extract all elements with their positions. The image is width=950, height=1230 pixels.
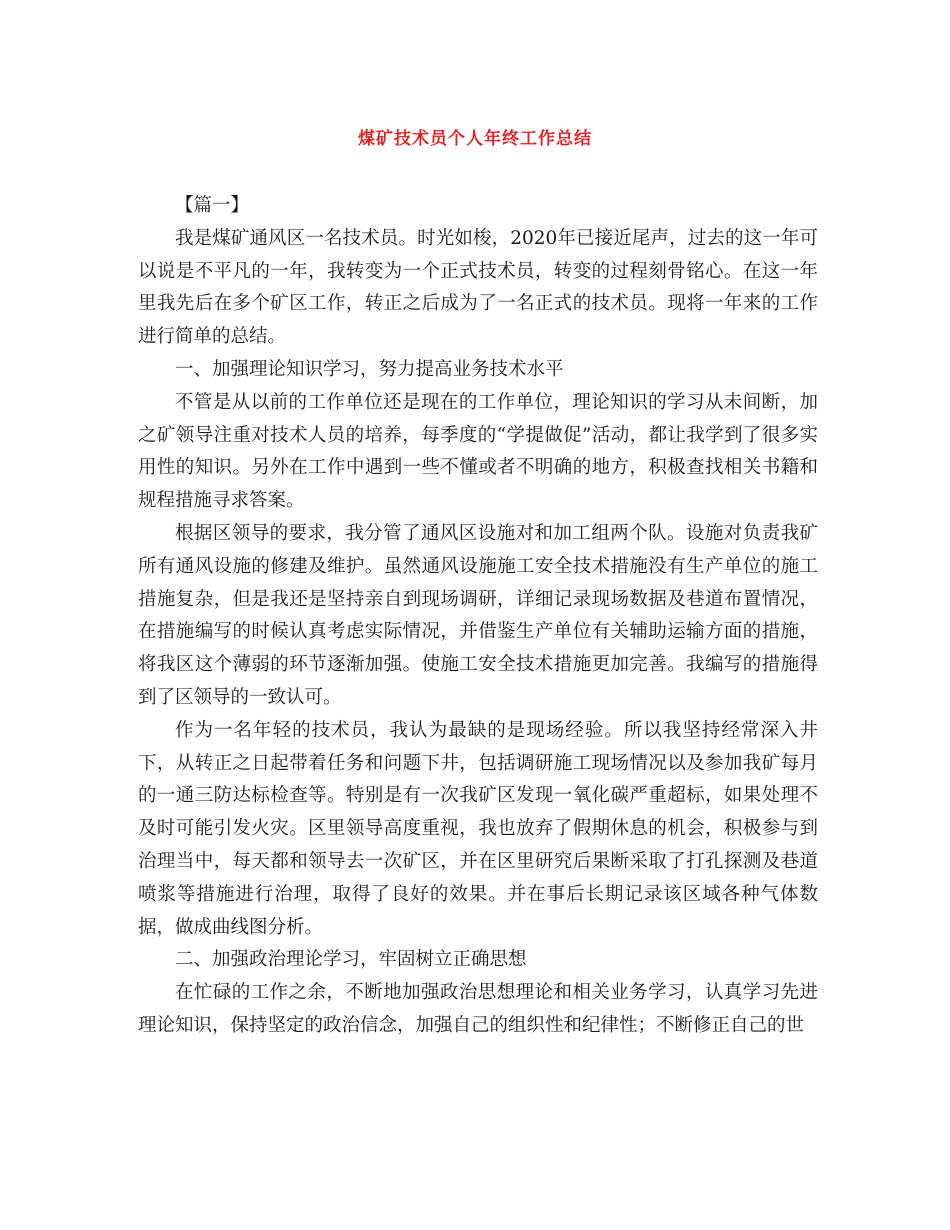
paragraph-theory-study: 不管是从以前的工作单位还是现在的工作单位，理论知识的学习从未间断，加之矿领导注重对技术人员的培养，每季度的“学提做促”活动，都让我学到了很多实用性的知识。另外在工作中遇到一些不懂或者不明确的地方，积极查找相关书籍和规程措施寻求答案。 [138, 391, 818, 512]
document-body [138, 190, 818, 1043]
paragraph-facility-management: 根据区领导的要求，我分管了通风区设施对和加工组两个队。设施对负责我矿所有通风设施的修建及维护。虽然通风设施施工安全技术措施没有生产单位的施工措施复杂，但是我还是坚持亲自到现场调研，详细记录现场数据及巷道布置情况，在措施编写的时候认真考虑实际情况，并借鉴生产单位有关辅助运输方面的措施，将我区这个薄弱的环节逐渐加强。使施工安全技术措施更加完善。我编写的措施得到了区领导的一致认可。 [138, 522, 818, 708]
paragraph-field-experience: 作为一名年轻的技术员，我认为最缺的是现场经验。所以我坚持经常深入井下，从转正之日起带着任务和问题下井，包括调研施工现场情况以及参加我矿每月的一通三防达标检查等。特别是有一次我矿区发现一氧化碳严重超标，如果处理不及时可能引发火灾。区里领导高度重视，我也放弃了假期休息的机会，积极参与到治理当中，每天都和领导去一次矿区，并在区里研究后果断采取了打孔探测及巷道喷浆等措施进行治理，取得了良好的效果。并在事后长期记录该区域各种气体数据，做成曲线图分析。 [138, 719, 818, 938]
section-label: 【篇一】 [175, 195, 250, 216]
heading-section-1: 一、加强理论知识学习，努力提高业务技术水平 [175, 358, 564, 380]
heading-section-2: 二、加强政治理论学习，牢固树立正确思想 [175, 949, 527, 971]
document-title: 煤矿技术员个人年终工作总结 [358, 129, 592, 149]
paragraph-political-study: 在忙碌的工作之余，不断地加强政治思想理论和相关业务学习，认真学习先进理论知识，保持坚定的政治信念，加强自己的组织性和纪律性；不断修正自己的世 [138, 982, 818, 1036]
paragraph-intro: 我是煤矿通风区一名技术员。时光如梭，2020年已接近尾声，过去的这一年可以说是不平凡的一年，我转变为一个正式技术员，转变的过程刻骨铭心。在这一年里我先后在多个矿区工作，转正之后成为了一名正式的技术员。现将一年来的工作进行简单的总结。 [138, 227, 818, 348]
